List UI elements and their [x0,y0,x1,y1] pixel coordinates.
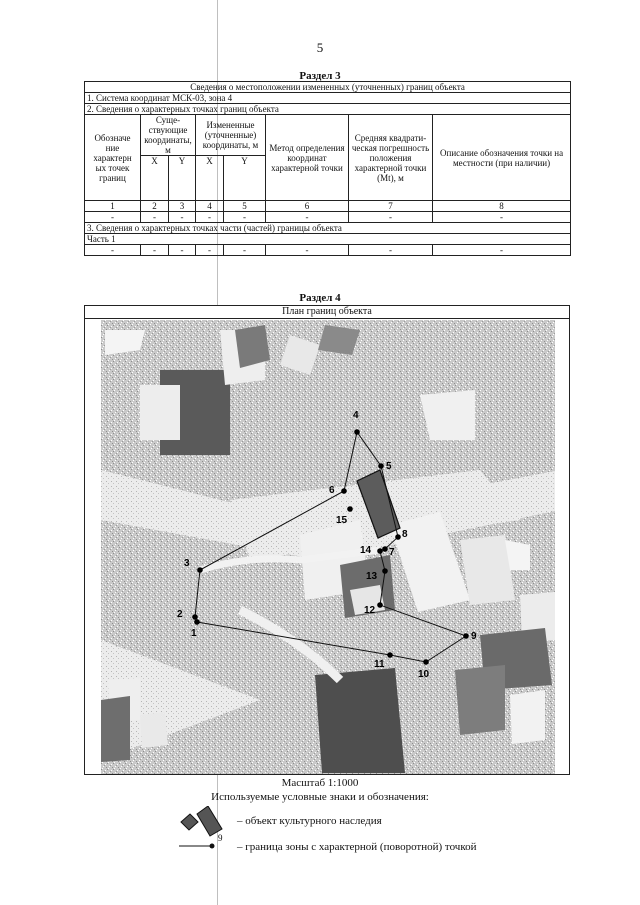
boundary-point-10 [423,659,429,665]
boundary-point-label-6: 6 [329,485,335,496]
heritage-symbol-icon [197,806,222,836]
plan-title: План границ объекта [84,305,570,319]
boundary-point-15 [347,506,353,512]
coord-system: 1. Система координат МСК-03, зона 4 [85,93,571,104]
aerial-imagery [101,320,560,774]
boundary-point-11 [387,652,393,658]
boundary-point-symbol-icon [210,844,215,849]
col-existing-y: Y [169,156,196,201]
boundary-point-label-5: 5 [386,461,392,472]
col-changed-y: Y [224,156,266,201]
col-changed-x: X [196,156,224,201]
boundary-point-2 [192,614,198,620]
section-3-title: Раздел 3 [299,70,341,82]
table-cell: - [141,245,169,256]
boundary-point-label-15: 15 [336,515,348,526]
table-cell: - [224,245,266,256]
table-cell: - [141,212,169,223]
col-error: Средняя квадрати- ческая погрешность положения характерной точки (Mt), м [349,115,433,201]
table-cell: - [169,245,196,256]
table-cell: - [266,212,349,223]
boundary-point-label-1: 1 [191,628,197,639]
boundary-point-9 [463,633,469,639]
boundary-point-1 [194,619,200,625]
col-number: 5 [224,201,266,212]
boundary-point-label-3: 3 [184,558,190,569]
col-number: 6 [266,201,349,212]
map-scale: Масштаб 1:1000 [281,777,359,789]
table-cell: - [85,245,141,256]
legend-point-label: 9 [218,833,223,843]
col-number: 2 [141,201,169,212]
boundary-point-label-7: 7 [389,547,395,558]
boundary-points-table [84,81,571,256]
col-number: 7 [349,201,433,212]
table-cell: - [85,212,141,223]
boundary-point-6 [341,488,347,494]
legend-symbols [176,806,226,856]
boundary-point-12 [377,602,383,608]
boundary-point-8 [395,534,401,540]
boundary-point-label-11: 11 [374,659,385,670]
boundary-point-label-10: 10 [418,669,430,680]
boundary-point-3 [197,567,203,573]
table-cell: - [349,245,433,256]
boundary-point-label-13: 13 [366,571,378,582]
boundary-point-label-14: 14 [360,545,372,556]
col-existing: Суще- ствующие координаты, м [141,115,196,156]
legend-heritage-text: – объект культурного наследия [237,815,382,827]
table-cell: - [433,212,571,223]
boundary-point-5 [378,463,384,469]
boundary-point-4 [354,429,360,435]
legend-boundary-text: – граница зоны с характерной (поворотной) точкой [237,841,477,853]
col-existing-x: X [141,156,169,201]
col-number: 1 [85,201,141,212]
boundary-point-label-4: 4 [353,410,359,421]
heritage-symbol-icon [181,814,198,830]
section-4-title: Раздел 4 [299,292,341,304]
part-header: 3. Сведения о характерных точках части (частей) границы объекта [85,223,571,234]
col-number: 8 [433,201,571,212]
table-cell: - [224,212,266,223]
boundary-point-label-9: 9 [471,631,477,642]
table-cell: - [433,245,571,256]
table-cell: - [349,212,433,223]
points-header: 2. Сведения о характерных точках границ объекта [85,104,571,115]
col-description: Описание обозначения точки на местности (при наличии) [433,115,571,201]
page-number: 5 [316,40,324,55]
col-designation: Обозначе ние характерн ых точек границ [85,115,141,201]
boundary-plan-map [84,319,570,775]
boundary-point-14 [377,548,383,554]
boundary-point-label-8: 8 [402,529,408,540]
col-changed: Измененные (уточненные) координаты, м [196,115,266,156]
table-cell: - [266,245,349,256]
part-label: Часть 1 [85,234,571,245]
table-cell: - [196,212,224,223]
table-cell: - [169,212,196,223]
boundary-point-label-12: 12 [364,605,376,616]
boundary-point-label-2: 2 [177,609,183,620]
boundary-point-13 [382,568,388,574]
table-cell: - [196,245,224,256]
legend-title: Используемые условные знаки и обозначения: [211,791,429,803]
col-number: 3 [169,201,196,212]
col-number: 4 [196,201,224,212]
boundary-point-7 [382,546,388,552]
table-title: Сведения о местоположении измененных (уточненных) границ объекта [85,82,571,93]
col-method: Метод определения координат характерной точки [266,115,349,201]
